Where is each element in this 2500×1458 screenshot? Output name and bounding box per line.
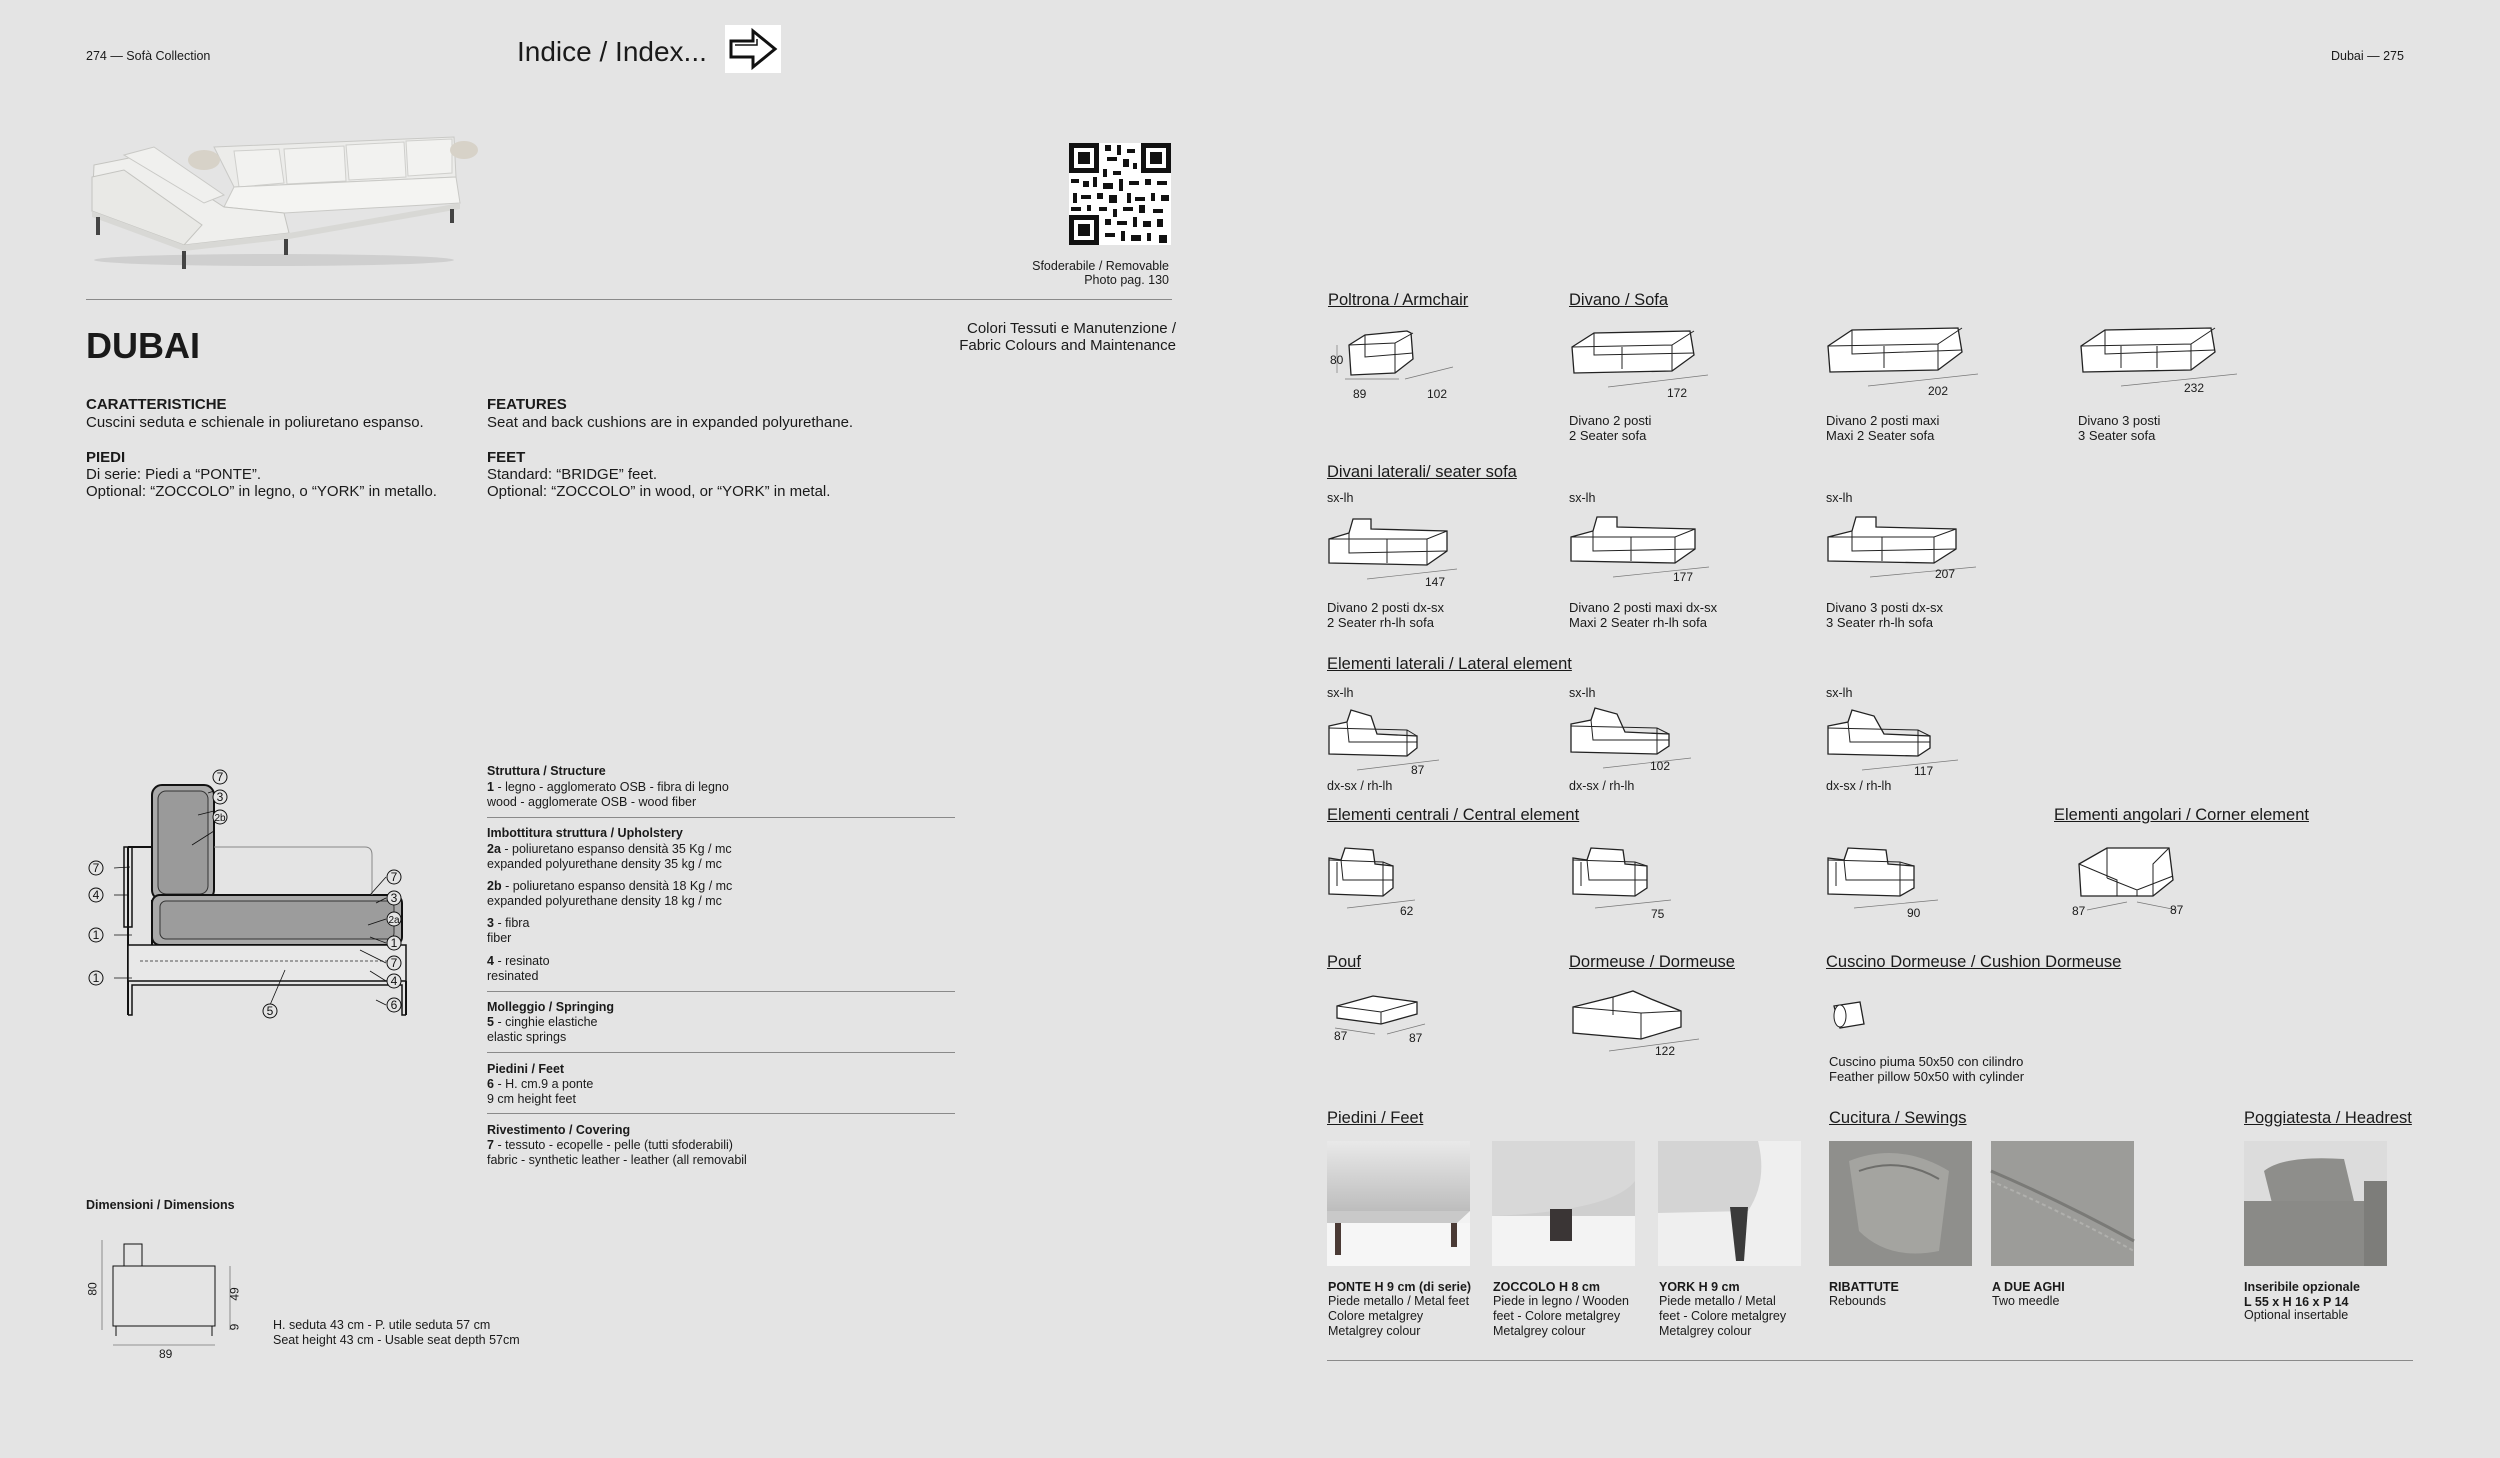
feet-ponte-desc: Piede metallo / Metal feet Colore metalgrey Metalgrey colour <box>1328 1294 1470 1338</box>
svg-text:4: 4 <box>92 888 100 902</box>
product-title: DUBAI <box>86 325 200 366</box>
sewing-rebounds-photo <box>1829 1141 1972 1266</box>
sofa-2-seater-caption: Divano 2 posti 2 Seater sofa <box>1569 413 1652 443</box>
structure-item-1: 1 - legno - agglomerato OSB - fibra di legno wood - agglomerate OSB - wood fiber <box>487 780 729 809</box>
right-page-number: Dubai — 275 <box>2331 49 2404 63</box>
callout-1-right <box>387 936 401 950</box>
callout-4-left <box>89 888 103 902</box>
dormeuse-drawing <box>1569 987 1709 1057</box>
upholstery-item-2b: 2b - poliuretano espanso densità 18 Kg / mc expanded polyurethane density 18 kg / mc <box>487 879 733 908</box>
lateral-sofa-section-title: Divani laterali/ seater sofa <box>1327 463 1517 481</box>
sewing-double-needle-photo <box>1991 1141 2134 1266</box>
callout-1-left-low <box>89 971 103 985</box>
callout-1-left <box>89 928 103 942</box>
sofa-3-seater-width: 232 <box>2184 381 2205 395</box>
headrest-section-title: Poggiatesta / Headrest <box>2244 1109 2412 1127</box>
sewing-double-needle-desc: Two meedle <box>1992 1294 2060 1308</box>
feet-it-title: PIEDI <box>86 449 126 466</box>
upholstery-item-3: 3 - fibra fiber <box>487 916 530 945</box>
armchair-drawing <box>1335 325 1465 395</box>
covering-title: Rivestimento / Covering <box>487 1123 631 1137</box>
feet-zoccolo-photo <box>1492 1141 1635 1266</box>
lateral-element-3-side: sx-lh <box>1826 686 1853 700</box>
cushion-caption: Cuscino piuma 50x50 con cilindro Feather pillow 50x50 with cylinder <box>1829 1054 2025 1084</box>
lateral-element-1-caption: dx-sx / rh-lh <box>1327 779 1393 793</box>
corner-element-section-title: Elementi angolari / Corner element <box>2054 806 2309 824</box>
lateral-element-3-caption: dx-sx / rh-lh <box>1826 779 1892 793</box>
sofa-maxi-caption: Divano 2 posti maxi Maxi 2 Seater sofa <box>1826 413 1940 443</box>
callout-3-top <box>213 790 227 804</box>
svg-text:2a: 2a <box>388 915 400 926</box>
callout-2b <box>213 810 227 824</box>
svg-text:7: 7 <box>216 770 224 784</box>
sofa-section-title: Divano / Sofa <box>1569 291 1669 309</box>
svg-text:7: 7 <box>390 870 398 884</box>
feet-en-title: FEET <box>487 449 526 466</box>
central-element-1-width: 62 <box>1400 904 1414 918</box>
sofa-2-seater-width: 172 <box>1667 386 1688 400</box>
callout-7-left <box>89 861 103 875</box>
svg-text:1: 1 <box>92 971 100 985</box>
lateral-element-3-width: 117 <box>1914 764 1934 778</box>
pouf-section-title: Pouf <box>1327 953 1361 971</box>
features-en-title: FEATURES <box>487 396 567 413</box>
headrest-photo <box>2244 1141 2387 1266</box>
svg-text:1: 1 <box>390 936 398 950</box>
photo-reference: Photo pag. 130 <box>1084 273 1169 287</box>
lateral-element-1-width: 87 <box>1411 763 1425 777</box>
sofa-maxi-width: 202 <box>1928 384 1949 398</box>
svg-text:3: 3 <box>390 891 398 905</box>
seat-dimensions-note: H. seduta 43 cm - P. utile seduta 57 cm Seat height 43 cm - Usable seat depth 57cm <box>273 1318 520 1347</box>
callout-7-top <box>213 770 227 784</box>
lateral-element-2-width: 102 <box>1650 759 1671 773</box>
sewing-rebounds-name: RIBATTUTE <box>1829 1280 1899 1294</box>
feet-en-text: Standard: “BRIDGE” feet. Optional: “ZOCCOLO” in wood, or “YORK” in metal. <box>487 466 831 500</box>
callout-2a <box>387 912 401 926</box>
index-link[interactable]: Indice / Index... <box>517 36 707 67</box>
qr-code <box>1069 143 1171 245</box>
central-element-3-width: 90 <box>1907 906 1921 920</box>
lateral-sofa-2-caption: Divano 2 posti maxi dx-sx Maxi 2 Seater rh-lh sofa <box>1569 600 1718 630</box>
sewing-double-needle-name: A DUE AGHI <box>1992 1280 2065 1294</box>
lateral-element-1-drawing <box>1327 706 1447 776</box>
central-element-3-drawing <box>1826 846 1946 916</box>
lateral-sofa-1-caption: Divano 2 posti dx-sx 2 Seater rh-lh sofa <box>1327 600 1445 630</box>
feet-ponte-photo <box>1327 1141 1470 1266</box>
removable-label: Sfoderabile / Removable <box>1032 259 1169 273</box>
sewings-section-title: Cucitura / Sewings <box>1829 1109 1967 1127</box>
lateral-sofa-2-drawing <box>1569 511 1719 581</box>
pouf-width-2: 87 <box>1409 1031 1423 1045</box>
svg-text:5: 5 <box>266 1004 274 1018</box>
lateral-element-section-title: Elementi laterali / Lateral element <box>1327 655 1572 673</box>
central-element-section-title: Elementi centrali / Central element <box>1327 806 1580 824</box>
features-en-text: Seat and back cushions are in expanded polyurethane. <box>487 414 854 431</box>
lateral-sofa-3-drawing <box>1826 511 1986 581</box>
lateral-sofa-2-side: sx-lh <box>1569 491 1596 505</box>
dim-width: 89 <box>159 1347 173 1361</box>
features-it-text: Cuscini seduta e schienale in poliuretano espanso. <box>86 414 424 431</box>
feet-zoccolo-desc: Piede in legno / Wooden feet - Colore metalgrey Metalgrey colour <box>1493 1294 1629 1338</box>
cross-section-diagram <box>80 765 420 1025</box>
lateral-sofa-1-drawing <box>1327 513 1467 583</box>
upholstery-title: Imbottitura struttura / Upholstery <box>487 826 683 840</box>
feet-legend-title: Piedini / Feet <box>487 1062 565 1076</box>
feet-york-name: YORK H 9 cm <box>1659 1280 1740 1294</box>
dim-seat: 49 <box>227 1287 242 1301</box>
features-it-title: CARATTERISTICHE <box>86 396 227 413</box>
springing-item-5: 5 - cinghie elastiche elastic springs <box>487 1015 598 1044</box>
feet-ponte-name: PONTE H 9 cm (di serie) <box>1328 1280 1472 1294</box>
armchair-height: 80 <box>1330 353 1344 367</box>
callout-6 <box>387 998 401 1012</box>
next-page-button[interactable] <box>725 25 781 73</box>
sewing-rebounds-desc: Rebounds <box>1829 1294 1886 1308</box>
svg-text:3: 3 <box>216 790 224 804</box>
lateral-element-2-caption: dx-sx / rh-lh <box>1569 779 1635 793</box>
dimensions-title: Dimensioni / Dimensions <box>86 1198 235 1212</box>
central-element-2-width: 75 <box>1651 907 1665 921</box>
headrest-name: Inseribile opzionale L 55 x H 16 x P 14 <box>2244 1280 2360 1309</box>
cushion-drawing <box>1830 998 1875 1038</box>
armchair-section-title: Poltrona / Armchair <box>1328 291 1469 309</box>
lateral-sofa-3-caption: Divano 3 posti dx-sx 3 Seater rh-lh sofa <box>1826 600 1944 630</box>
dim-height: 80 <box>85 1282 100 1296</box>
upholstery-item-2a: 2a - poliuretano espanso densità 35 Kg / mc expanded polyurethane density 35 kg / mc <box>487 842 732 871</box>
callout-7-right-low <box>387 956 401 970</box>
dim-foot: 9 <box>227 1323 242 1331</box>
sofa-3-seater-drawing <box>2077 322 2247 392</box>
sofa-2-seater-drawing <box>1568 325 1718 395</box>
svg-text:6: 6 <box>390 998 398 1012</box>
callout-3-right <box>387 891 401 905</box>
central-element-2-drawing <box>1571 846 1681 916</box>
cushion-dormeuse-section-title: Cuscino Dormeuse / Cushion Dormeuse <box>1826 953 2122 971</box>
sofa-product-image <box>84 125 464 275</box>
callout-5 <box>263 1004 277 1018</box>
feet-section-title: Piedini / Feet <box>1327 1109 1424 1127</box>
feet-zoccolo-name: ZOCCOLO H 8 cm <box>1493 1280 1600 1294</box>
feet-it-text: Di serie: Piedi a “PONTE”. Optional: “ZOCCOLO” in legno, o “YORK” in metallo. <box>86 466 437 500</box>
covering-item-7: 7 - tessuto - ecopelle - pelle (tutti sfoderabili) fabric - synthetic leather - leather (all removabil <box>487 1138 747 1167</box>
lateral-element-2-side: sx-lh <box>1569 686 1596 700</box>
pouf-width-1: 87 <box>1334 1029 1348 1043</box>
fabric-colours-link[interactable]: Colori Tessuti e Manutenzione / Fabric Colours and Maintenance <box>959 320 1176 354</box>
svg-text:2b: 2b <box>214 813 226 824</box>
lateral-element-1-side: sx-lh <box>1327 686 1354 700</box>
svg-text:7: 7 <box>390 956 398 970</box>
lateral-sofa-1-side: sx-lh <box>1327 491 1354 505</box>
callout-4-right <box>387 974 401 988</box>
lateral-sofa-2-width: 177 <box>1673 570 1694 584</box>
lateral-element-3-drawing <box>1826 706 1966 776</box>
arrow-right-icon <box>725 25 781 73</box>
headrest-desc: Optional insertable <box>2244 1308 2349 1322</box>
corner-element-width-2: 87 <box>2170 903 2184 917</box>
lateral-sofa-1-width: 147 <box>1425 575 1446 589</box>
armchair-depth: 89 <box>1353 387 1367 401</box>
dormeuse-section-title: Dormeuse / Dormeuse <box>1569 953 1735 971</box>
lateral-sofa-3-width: 207 <box>1935 567 1956 581</box>
armchair-width: 102 <box>1427 387 1448 401</box>
left-page-number: 274 — Sofà Collection <box>86 49 211 63</box>
sofa-3-seater-caption: Divano 3 posti 3 Seater sofa <box>2078 413 2161 443</box>
feet-york-desc: Piede metallo / Metal feet - Colore metalgrey Metalgrey colour <box>1659 1294 1787 1338</box>
lateral-sofa-3-side: sx-lh <box>1826 491 1853 505</box>
upholstery-item-4: 4 - resinato resinated <box>487 954 550 983</box>
lateral-element-2-drawing <box>1569 704 1699 774</box>
springing-title: Molleggio / Springing <box>487 1000 615 1014</box>
feet-legend-item-6: 6 - H. cm.9 a ponte 9 cm height feet <box>487 1077 594 1106</box>
feet-york-photo <box>1658 1141 1801 1266</box>
svg-text:1: 1 <box>92 928 100 942</box>
svg-text:4: 4 <box>390 974 398 988</box>
structure-title: Struttura / Structure <box>487 764 606 778</box>
sofa-maxi-drawing <box>1824 322 1984 392</box>
corner-element-width-1: 87 <box>2072 904 2086 918</box>
callout-7-right <box>387 870 401 884</box>
svg-text:7: 7 <box>92 861 100 875</box>
dormeuse-width: 122 <box>1655 1044 1676 1058</box>
